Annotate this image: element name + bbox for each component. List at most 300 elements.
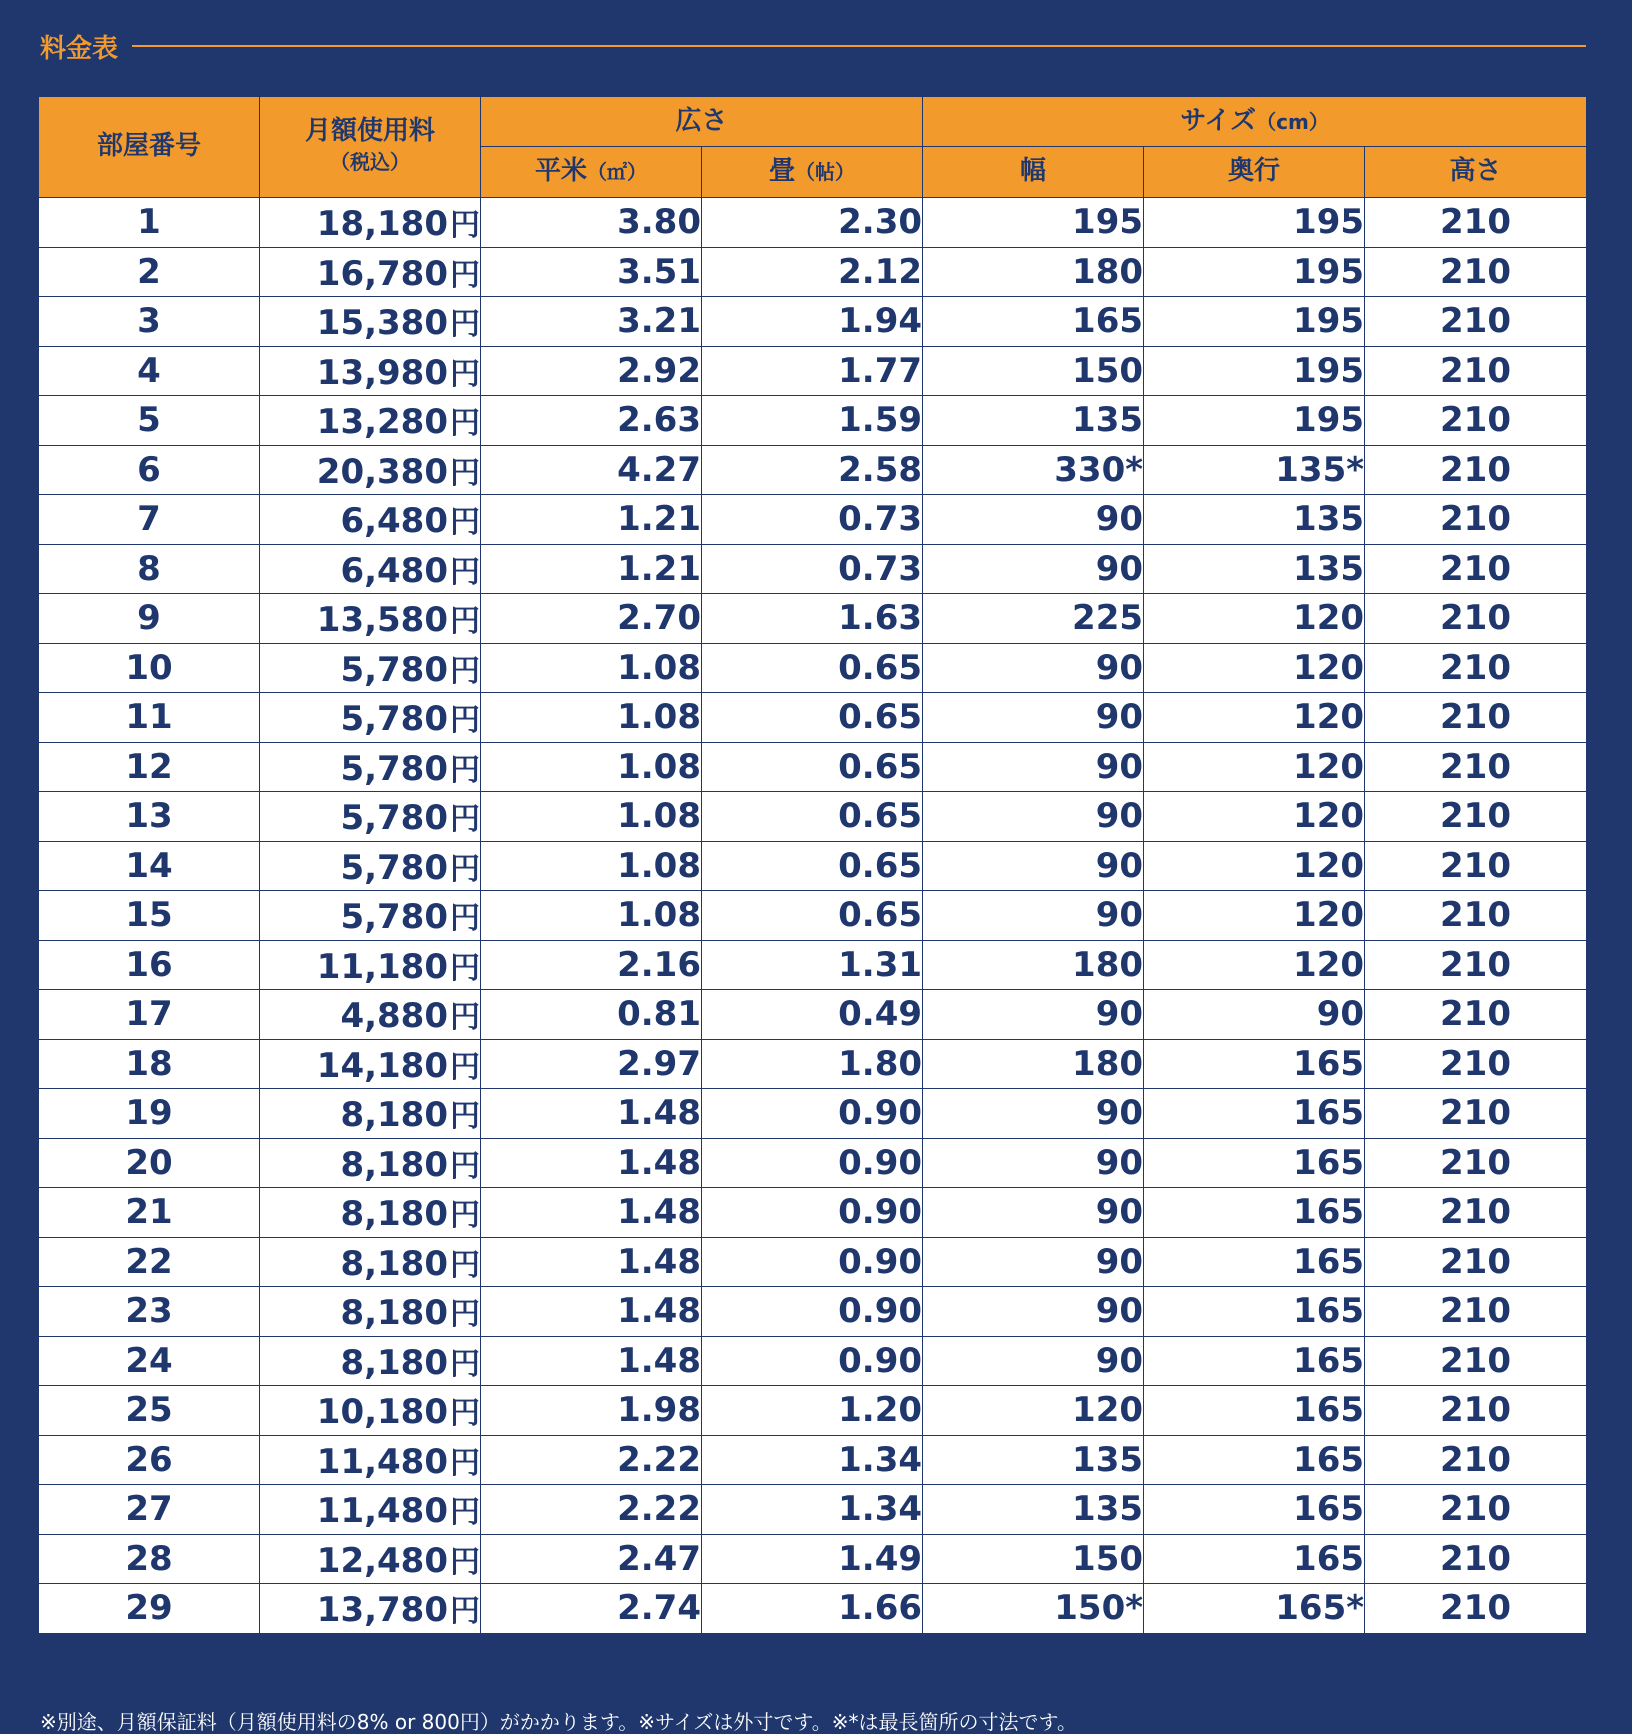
cell-room: 1 [39, 198, 260, 248]
cell-fee [260, 1039, 481, 1089]
fee-value: 8,180 [340, 1144, 448, 1185]
cell-sqm: 4.27 [481, 445, 702, 495]
fee-value: 11,480 [316, 1441, 448, 1482]
fee-value: 5,780 [340, 699, 448, 740]
cell-height: 210 [1365, 594, 1587, 644]
table-row [39, 1336, 1587, 1386]
cell-fee [260, 990, 481, 1040]
header-fee-line2: （税込） [330, 150, 410, 174]
cell-depth: 165 [1144, 1386, 1365, 1436]
table-row [39, 544, 1587, 594]
cell-sqm: 2.70 [481, 594, 702, 644]
cell-tatami: 1.80 [702, 1039, 923, 1089]
yen-unit: 円 [450, 1346, 480, 1382]
cell-sqm: 1.48 [481, 1188, 702, 1238]
cell-tatami: 1.77 [702, 346, 923, 396]
fee-value: 11,180 [316, 946, 448, 987]
table-row [39, 495, 1587, 545]
table-row [39, 396, 1587, 446]
page-title: 料金表 [40, 33, 119, 64]
table-row [39, 1584, 1587, 1634]
cell-fee [260, 1089, 481, 1139]
cell-width: 150 [923, 1534, 1144, 1584]
cell-width: 90 [923, 742, 1144, 792]
cell-room: 15 [39, 891, 260, 941]
cell-fee [260, 1584, 481, 1634]
yen-unit: 円 [450, 307, 480, 343]
cell-sqm: 0.81 [481, 990, 702, 1040]
cell-height: 210 [1365, 396, 1587, 446]
cell-depth: 120 [1144, 693, 1365, 743]
table-row [39, 891, 1587, 941]
fee-value: 11,480 [316, 1491, 448, 1532]
table-row [39, 1138, 1587, 1188]
cell-room: 16 [39, 940, 260, 990]
header-sqm-label: 平米 [534, 156, 587, 187]
cell-fee [260, 1534, 481, 1584]
fee-value: 8,180 [340, 1243, 448, 1284]
fee-value: 10,180 [316, 1392, 448, 1433]
cell-sqm: 2.47 [481, 1534, 702, 1584]
cell-sqm: 1.48 [481, 1138, 702, 1188]
yen-unit: 円 [450, 1594, 480, 1630]
fee-value: 20,380 [316, 451, 448, 492]
header-tatami [702, 147, 923, 198]
footnote: ※別途、月額保証料（月額使用料の8% or 800円）がかかります。※サイズは外寸です。※*は最長箇所の寸法です。 [40, 1710, 1077, 1734]
cell-height: 210 [1365, 1089, 1587, 1139]
cell-sqm: 2.74 [481, 1584, 702, 1634]
cell-depth: 165* [1144, 1584, 1365, 1634]
cell-tatami: 0.65 [702, 792, 923, 842]
cell-width: 165 [923, 297, 1144, 347]
cell-depth: 120 [1144, 594, 1365, 644]
cell-depth: 135 [1144, 544, 1365, 594]
cell-fee [260, 1336, 481, 1386]
cell-room: 4 [39, 346, 260, 396]
cell-depth: 120 [1144, 841, 1365, 891]
cell-depth: 195 [1144, 297, 1365, 347]
fee-value: 8,180 [340, 1095, 448, 1136]
cell-height: 210 [1365, 1188, 1587, 1238]
cell-width: 135 [923, 1435, 1144, 1485]
yen-unit: 円 [450, 950, 480, 986]
cell-width: 150 [923, 346, 1144, 396]
cell-sqm: 2.22 [481, 1435, 702, 1485]
yen-unit: 円 [450, 1099, 480, 1135]
table-row [39, 742, 1587, 792]
cell-fee [260, 1485, 481, 1535]
yen-unit: 円 [450, 1297, 480, 1333]
cell-tatami: 1.94 [702, 297, 923, 347]
cell-room: 21 [39, 1188, 260, 1238]
cell-width: 90 [923, 792, 1144, 842]
cell-width: 90 [923, 1138, 1144, 1188]
cell-sqm: 1.48 [481, 1336, 702, 1386]
table-row [39, 1039, 1587, 1089]
cell-room: 29 [39, 1584, 260, 1634]
cell-fee [260, 346, 481, 396]
title-row [40, 26, 1586, 66]
table-row [39, 1534, 1587, 1584]
cell-height: 210 [1365, 1039, 1587, 1089]
cell-sqm: 2.92 [481, 346, 702, 396]
cell-width: 180 [923, 1039, 1144, 1089]
cell-height: 210 [1365, 990, 1587, 1040]
header-sqm [481, 147, 702, 198]
cell-tatami: 0.90 [702, 1089, 923, 1139]
cell-sqm: 1.08 [481, 742, 702, 792]
fee-value: 16,780 [316, 253, 448, 294]
table-row [39, 792, 1587, 842]
cell-room: 23 [39, 1287, 260, 1337]
cell-room: 8 [39, 544, 260, 594]
cell-height: 210 [1365, 297, 1587, 347]
cell-sqm: 1.48 [481, 1237, 702, 1287]
cell-tatami: 1.49 [702, 1534, 923, 1584]
header-size [923, 97, 1587, 147]
cell-fee [260, 396, 481, 446]
table-row [39, 1435, 1587, 1485]
cell-fee [260, 693, 481, 743]
cell-height: 210 [1365, 1336, 1587, 1386]
yen-unit: 円 [450, 802, 480, 838]
cell-width: 150* [923, 1584, 1144, 1634]
cell-sqm: 1.48 [481, 1287, 702, 1337]
cell-fee [260, 841, 481, 891]
cell-room: 24 [39, 1336, 260, 1386]
cell-room: 11 [39, 693, 260, 743]
cell-depth: 195 [1144, 346, 1365, 396]
cell-height: 210 [1365, 891, 1587, 941]
cell-fee [260, 247, 481, 297]
cell-room: 27 [39, 1485, 260, 1535]
header-tatami-label: 畳 [769, 156, 796, 187]
cell-depth: 120 [1144, 940, 1365, 990]
cell-width: 90 [923, 1287, 1144, 1337]
cell-width: 195 [923, 198, 1144, 248]
cell-tatami: 1.34 [702, 1485, 923, 1535]
header-sqm-unit: （㎡） [587, 160, 647, 185]
cell-height: 210 [1365, 940, 1587, 990]
cell-room: 20 [39, 1138, 260, 1188]
fee-table [38, 96, 1587, 1634]
cell-fee [260, 594, 481, 644]
cell-tatami: 1.31 [702, 940, 923, 990]
cell-height: 210 [1365, 792, 1587, 842]
cell-fee [260, 198, 481, 248]
cell-room: 7 [39, 495, 260, 545]
title-rule [132, 45, 1586, 47]
cell-height: 210 [1365, 198, 1587, 248]
cell-height: 210 [1365, 1237, 1587, 1287]
cell-width: 90 [923, 990, 1144, 1040]
cell-tatami: 2.30 [702, 198, 923, 248]
cell-fee [260, 495, 481, 545]
cell-room: 22 [39, 1237, 260, 1287]
cell-height: 210 [1365, 1485, 1587, 1535]
table-row [39, 247, 1587, 297]
cell-room: 18 [39, 1039, 260, 1089]
cell-depth: 120 [1144, 792, 1365, 842]
yen-unit: 円 [450, 703, 480, 739]
cell-depth: 120 [1144, 742, 1365, 792]
cell-room: 25 [39, 1386, 260, 1436]
cell-fee [260, 297, 481, 347]
header-room: 部屋番号 [39, 97, 260, 198]
table-row [39, 594, 1587, 644]
fee-value: 13,780 [316, 1590, 448, 1631]
cell-tatami: 0.65 [702, 891, 923, 941]
yen-unit: 円 [450, 208, 480, 244]
cell-width: 90 [923, 841, 1144, 891]
cell-tatami: 0.65 [702, 643, 923, 693]
cell-width: 90 [923, 693, 1144, 743]
yen-unit: 円 [450, 653, 480, 689]
header-tatami-unit: （帖） [795, 160, 856, 185]
cell-sqm: 1.08 [481, 693, 702, 743]
yen-unit: 円 [450, 851, 480, 887]
yen-unit: 円 [450, 1049, 480, 1085]
table-row [39, 198, 1587, 248]
cell-depth: 135* [1144, 445, 1365, 495]
cell-tatami: 2.58 [702, 445, 923, 495]
cell-tatami: 0.90 [702, 1336, 923, 1386]
cell-tatami: 1.66 [702, 1584, 923, 1634]
yen-unit: 円 [450, 1544, 480, 1580]
yen-unit: 円 [450, 901, 480, 937]
cell-tatami: 0.65 [702, 693, 923, 743]
fee-value: 6,480 [340, 550, 448, 591]
cell-tatami: 0.90 [702, 1287, 923, 1337]
header-size-unit: （cm） [1256, 109, 1329, 134]
cell-height: 210 [1365, 346, 1587, 396]
cell-tatami: 0.90 [702, 1188, 923, 1238]
cell-fee [260, 1237, 481, 1287]
yen-unit: 円 [450, 1396, 480, 1432]
cell-sqm: 1.98 [481, 1386, 702, 1436]
cell-sqm: 2.97 [481, 1039, 702, 1089]
cell-fee [260, 742, 481, 792]
cell-sqm: 1.08 [481, 841, 702, 891]
table-row [39, 990, 1587, 1040]
cell-depth: 195 [1144, 247, 1365, 297]
table-header [39, 97, 1587, 198]
cell-depth: 90 [1144, 990, 1365, 1040]
yen-unit: 円 [450, 505, 480, 541]
cell-width: 90 [923, 544, 1144, 594]
fee-value: 13,580 [316, 600, 448, 641]
cell-tatami: 1.63 [702, 594, 923, 644]
yen-unit: 円 [450, 554, 480, 590]
cell-depth: 195 [1144, 396, 1365, 446]
cell-width: 120 [923, 1386, 1144, 1436]
fee-value: 5,780 [340, 897, 448, 938]
yen-unit: 円 [450, 406, 480, 442]
cell-sqm: 1.21 [481, 544, 702, 594]
table-row [39, 1237, 1587, 1287]
header-depth: 奥行 [1144, 147, 1365, 198]
yen-unit: 円 [450, 752, 480, 788]
cell-height: 210 [1365, 445, 1587, 495]
fee-value: 14,180 [316, 1045, 448, 1086]
cell-tatami: 0.49 [702, 990, 923, 1040]
fee-value: 12,480 [316, 1540, 448, 1581]
cell-height: 210 [1365, 247, 1587, 297]
cell-width: 90 [923, 1336, 1144, 1386]
cell-room: 26 [39, 1435, 260, 1485]
cell-sqm: 2.22 [481, 1485, 702, 1535]
fee-value: 13,980 [316, 352, 448, 393]
cell-width: 225 [923, 594, 1144, 644]
cell-height: 210 [1365, 495, 1587, 545]
cell-sqm: 3.51 [481, 247, 702, 297]
cell-sqm: 1.08 [481, 643, 702, 693]
cell-tatami: 2.12 [702, 247, 923, 297]
table-row [39, 1188, 1587, 1238]
cell-tatami: 0.90 [702, 1138, 923, 1188]
cell-depth: 165 [1144, 1336, 1365, 1386]
cell-height: 210 [1365, 544, 1587, 594]
cell-tatami: 0.90 [702, 1237, 923, 1287]
cell-sqm: 3.80 [481, 198, 702, 248]
table-body [39, 198, 1587, 1634]
cell-depth: 195 [1144, 198, 1365, 248]
cell-tatami: 0.65 [702, 841, 923, 891]
table-row [39, 841, 1587, 891]
cell-sqm: 1.48 [481, 1089, 702, 1139]
cell-room: 6 [39, 445, 260, 495]
cell-fee [260, 544, 481, 594]
cell-room: 19 [39, 1089, 260, 1139]
cell-height: 210 [1365, 742, 1587, 792]
fee-value: 13,280 [316, 402, 448, 443]
yen-unit: 円 [450, 1247, 480, 1283]
cell-width: 90 [923, 495, 1144, 545]
cell-height: 210 [1365, 1287, 1587, 1337]
table-row [39, 1386, 1587, 1436]
cell-room: 13 [39, 792, 260, 842]
table-row [39, 643, 1587, 693]
cell-sqm: 2.16 [481, 940, 702, 990]
cell-fee [260, 1138, 481, 1188]
cell-height: 210 [1365, 841, 1587, 891]
cell-fee [260, 643, 481, 693]
yen-unit: 円 [450, 1445, 480, 1481]
cell-fee [260, 792, 481, 842]
cell-depth: 165 [1144, 1138, 1365, 1188]
cell-fee [260, 445, 481, 495]
yen-unit: 円 [450, 1495, 480, 1531]
cell-width: 90 [923, 643, 1144, 693]
cell-sqm: 2.63 [481, 396, 702, 446]
cell-sqm: 3.21 [481, 297, 702, 347]
fee-value: 5,780 [340, 847, 448, 888]
yen-unit: 円 [450, 1198, 480, 1234]
fee-value: 18,180 [316, 204, 448, 245]
yen-unit: 円 [450, 455, 480, 491]
fee-value: 8,180 [340, 1293, 448, 1334]
fee-value: 5,780 [340, 649, 448, 690]
cell-height: 210 [1365, 1584, 1587, 1634]
fee-value: 4,880 [340, 996, 448, 1037]
cell-tatami: 0.73 [702, 544, 923, 594]
cell-depth: 165 [1144, 1287, 1365, 1337]
cell-height: 210 [1365, 1386, 1587, 1436]
table-row [39, 445, 1587, 495]
cell-fee [260, 891, 481, 941]
cell-tatami: 1.34 [702, 1435, 923, 1485]
cell-room: 9 [39, 594, 260, 644]
cell-width: 180 [923, 940, 1144, 990]
cell-width: 135 [923, 396, 1144, 446]
cell-width: 90 [923, 1237, 1144, 1287]
yen-unit: 円 [450, 604, 480, 640]
cell-depth: 165 [1144, 1237, 1365, 1287]
cell-width: 330* [923, 445, 1144, 495]
cell-tatami: 1.59 [702, 396, 923, 446]
fee-value: 15,380 [316, 303, 448, 344]
fee-value: 8,180 [340, 1342, 448, 1383]
table-row [39, 1485, 1587, 1535]
yen-unit: 円 [450, 356, 480, 392]
yen-unit: 円 [450, 257, 480, 293]
cell-height: 210 [1365, 1138, 1587, 1188]
yen-unit: 円 [450, 1000, 480, 1036]
fee-value: 5,780 [340, 798, 448, 839]
table-row [39, 1287, 1587, 1337]
cell-depth: 165 [1144, 1435, 1365, 1485]
cell-width: 90 [923, 891, 1144, 941]
yen-unit: 円 [450, 1148, 480, 1184]
table-row [39, 940, 1587, 990]
cell-fee [260, 1386, 481, 1436]
cell-depth: 165 [1144, 1188, 1365, 1238]
cell-height: 210 [1365, 643, 1587, 693]
table-row [39, 297, 1587, 347]
cell-room: 12 [39, 742, 260, 792]
cell-tatami: 0.65 [702, 742, 923, 792]
cell-height: 210 [1365, 693, 1587, 743]
table-row [39, 346, 1587, 396]
header-area: 広さ [481, 97, 923, 147]
cell-sqm: 1.08 [481, 891, 702, 941]
cell-depth: 165 [1144, 1089, 1365, 1139]
cell-fee [260, 1435, 481, 1485]
cell-tatami: 1.20 [702, 1386, 923, 1436]
cell-fee [260, 1287, 481, 1337]
table-row [39, 693, 1587, 743]
cell-room: 17 [39, 990, 260, 1040]
cell-sqm: 1.21 [481, 495, 702, 545]
cell-room: 10 [39, 643, 260, 693]
cell-height: 210 [1365, 1534, 1587, 1584]
cell-room: 28 [39, 1534, 260, 1584]
header-fee-line1: 月額使用料 [304, 116, 435, 147]
header-height: 高さ [1365, 147, 1587, 198]
cell-width: 180 [923, 247, 1144, 297]
cell-room: 5 [39, 396, 260, 446]
cell-width: 135 [923, 1485, 1144, 1535]
cell-depth: 165 [1144, 1534, 1365, 1584]
header-size-label: サイズ [1180, 105, 1257, 136]
cell-fee [260, 1188, 481, 1238]
cell-depth: 165 [1144, 1039, 1365, 1089]
header-width: 幅 [923, 147, 1144, 198]
cell-height: 210 [1365, 1435, 1587, 1485]
cell-tatami: 0.73 [702, 495, 923, 545]
cell-fee [260, 940, 481, 990]
cell-room: 3 [39, 297, 260, 347]
